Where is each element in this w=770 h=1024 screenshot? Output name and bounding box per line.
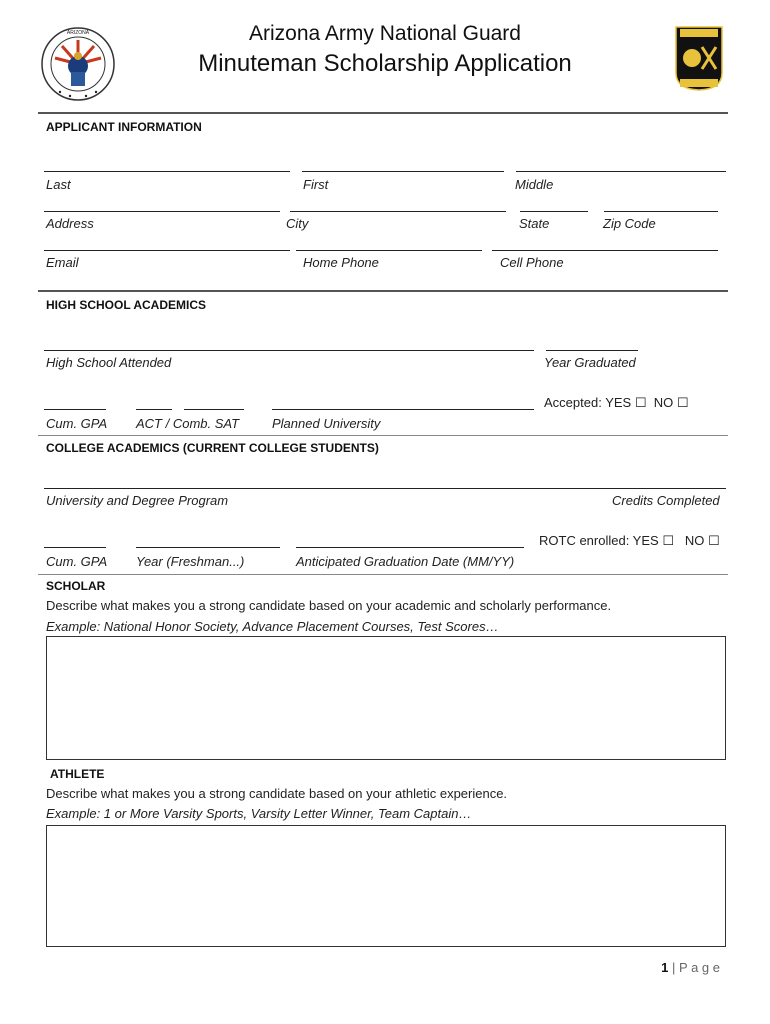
- section-divider: [38, 435, 728, 436]
- email-label: Email: [46, 255, 79, 270]
- rotc-no-label: NO: [684, 533, 705, 548]
- hs-gpa-field[interactable]: [44, 409, 106, 410]
- email-field[interactable]: [44, 250, 290, 251]
- state-label: State: [519, 216, 550, 231]
- rotc-group: [539, 533, 720, 549]
- middle-name-field[interactable]: [516, 171, 726, 172]
- hs-gpa-label: Cum. GPA: [46, 416, 108, 431]
- college-year-label: Year (Freshman...): [136, 554, 245, 569]
- graduation-date-field[interactable]: [296, 547, 524, 548]
- athlete-response-box[interactable]: [46, 825, 726, 947]
- university-degree-label: University and Degree Program: [46, 493, 229, 508]
- header-title-line1: Arizona Army National Guard: [249, 22, 521, 45]
- page-separator: |: [672, 960, 680, 975]
- first-name-field[interactable]: [302, 171, 504, 172]
- college-gpa-field[interactable]: [44, 547, 106, 548]
- athlete-prompt: Describe what makes you a strong candidate based on your athletic experience.: [46, 786, 508, 801]
- accepted-label: Accepted: YES: [544, 395, 632, 410]
- high-school-heading: HIGH SCHOOL ACADEMICS: [46, 298, 207, 312]
- city-field[interactable]: [290, 211, 506, 212]
- athlete-heading: ATHLETE: [50, 767, 105, 781]
- home-phone-field[interactable]: [296, 250, 482, 251]
- header-divider: [38, 112, 728, 114]
- home-phone-label: Home Phone: [303, 255, 379, 270]
- scholar-response-box[interactable]: [46, 636, 726, 760]
- zip-code-label: Zip Code: [603, 216, 656, 231]
- accepted-no-label: NO: [653, 395, 674, 410]
- university-degree-field[interactable]: [44, 488, 726, 489]
- accepted-no-checkbox[interactable]: ☐: [676, 395, 689, 410]
- first-label: First: [303, 177, 329, 192]
- college-year-field[interactable]: [136, 547, 280, 548]
- applicant-info-heading: APPLICANT INFORMATION: [46, 120, 202, 134]
- athlete-example: Example: 1 or More Varsity Sports, Varsity Letter Winner, Team Captain…: [46, 806, 472, 821]
- year-graduated-label: Year Graduated: [544, 355, 636, 370]
- high-school-attended-field[interactable]: [44, 350, 534, 351]
- page-word: P a g e: [679, 960, 720, 975]
- address-label: Address: [46, 216, 94, 231]
- section-divider: [38, 290, 728, 292]
- rotc-no-checkbox[interactable]: ☐: [707, 533, 720, 548]
- credits-completed-label: Credits Completed: [612, 493, 720, 508]
- cell-phone-field[interactable]: [492, 250, 718, 251]
- section-divider: [38, 574, 728, 575]
- college-gpa-label: Cum. GPA: [46, 554, 108, 569]
- graduation-date-label: Anticipated Graduation Date (MM/YY): [296, 554, 515, 569]
- middle-label: Middle: [515, 177, 554, 192]
- planned-university-field[interactable]: [272, 409, 534, 410]
- accepted-yes-checkbox[interactable]: ☐: [634, 395, 647, 410]
- city-label: City: [286, 216, 309, 231]
- high-school-attended-label: High School Attended: [46, 355, 172, 370]
- sat-field[interactable]: [184, 409, 244, 410]
- page-number: 1: [661, 960, 669, 975]
- accepted-group: [544, 395, 689, 411]
- scholar-prompt: Describe what makes you a strong candidate based on your academic and scholarly performance.: [46, 598, 612, 613]
- cell-phone-label: Cell Phone: [500, 255, 564, 270]
- state-field[interactable]: [520, 211, 588, 212]
- svg-text:ARIZONA: ARIZONA: [66, 30, 90, 36]
- planned-university-label: Planned University: [272, 416, 381, 431]
- page-title: Minuteman Scholarship Application: [198, 50, 572, 77]
- rotc-yes-checkbox[interactable]: ☐: [662, 533, 674, 548]
- address-field[interactable]: [44, 211, 280, 212]
- year-graduated-field[interactable]: [546, 350, 638, 351]
- zip-code-field[interactable]: [604, 211, 718, 212]
- last-label: Last: [46, 177, 71, 192]
- last-name-field[interactable]: [44, 171, 290, 172]
- scholar-heading: SCHOLAR: [46, 579, 106, 593]
- scholar-example: Example: National Honor Society, Advance Placement Courses, Test Scores…: [46, 619, 499, 634]
- college-heading: COLLEGE ACADEMICS (CURRENT COLLEGE STUDENTS): [46, 441, 379, 455]
- act-sat-label: ACT / Comb. SAT: [136, 416, 240, 431]
- act-field[interactable]: [136, 409, 172, 410]
- page-footer: [661, 960, 720, 975]
- rotc-label: ROTC enrolled: YES: [539, 533, 659, 548]
